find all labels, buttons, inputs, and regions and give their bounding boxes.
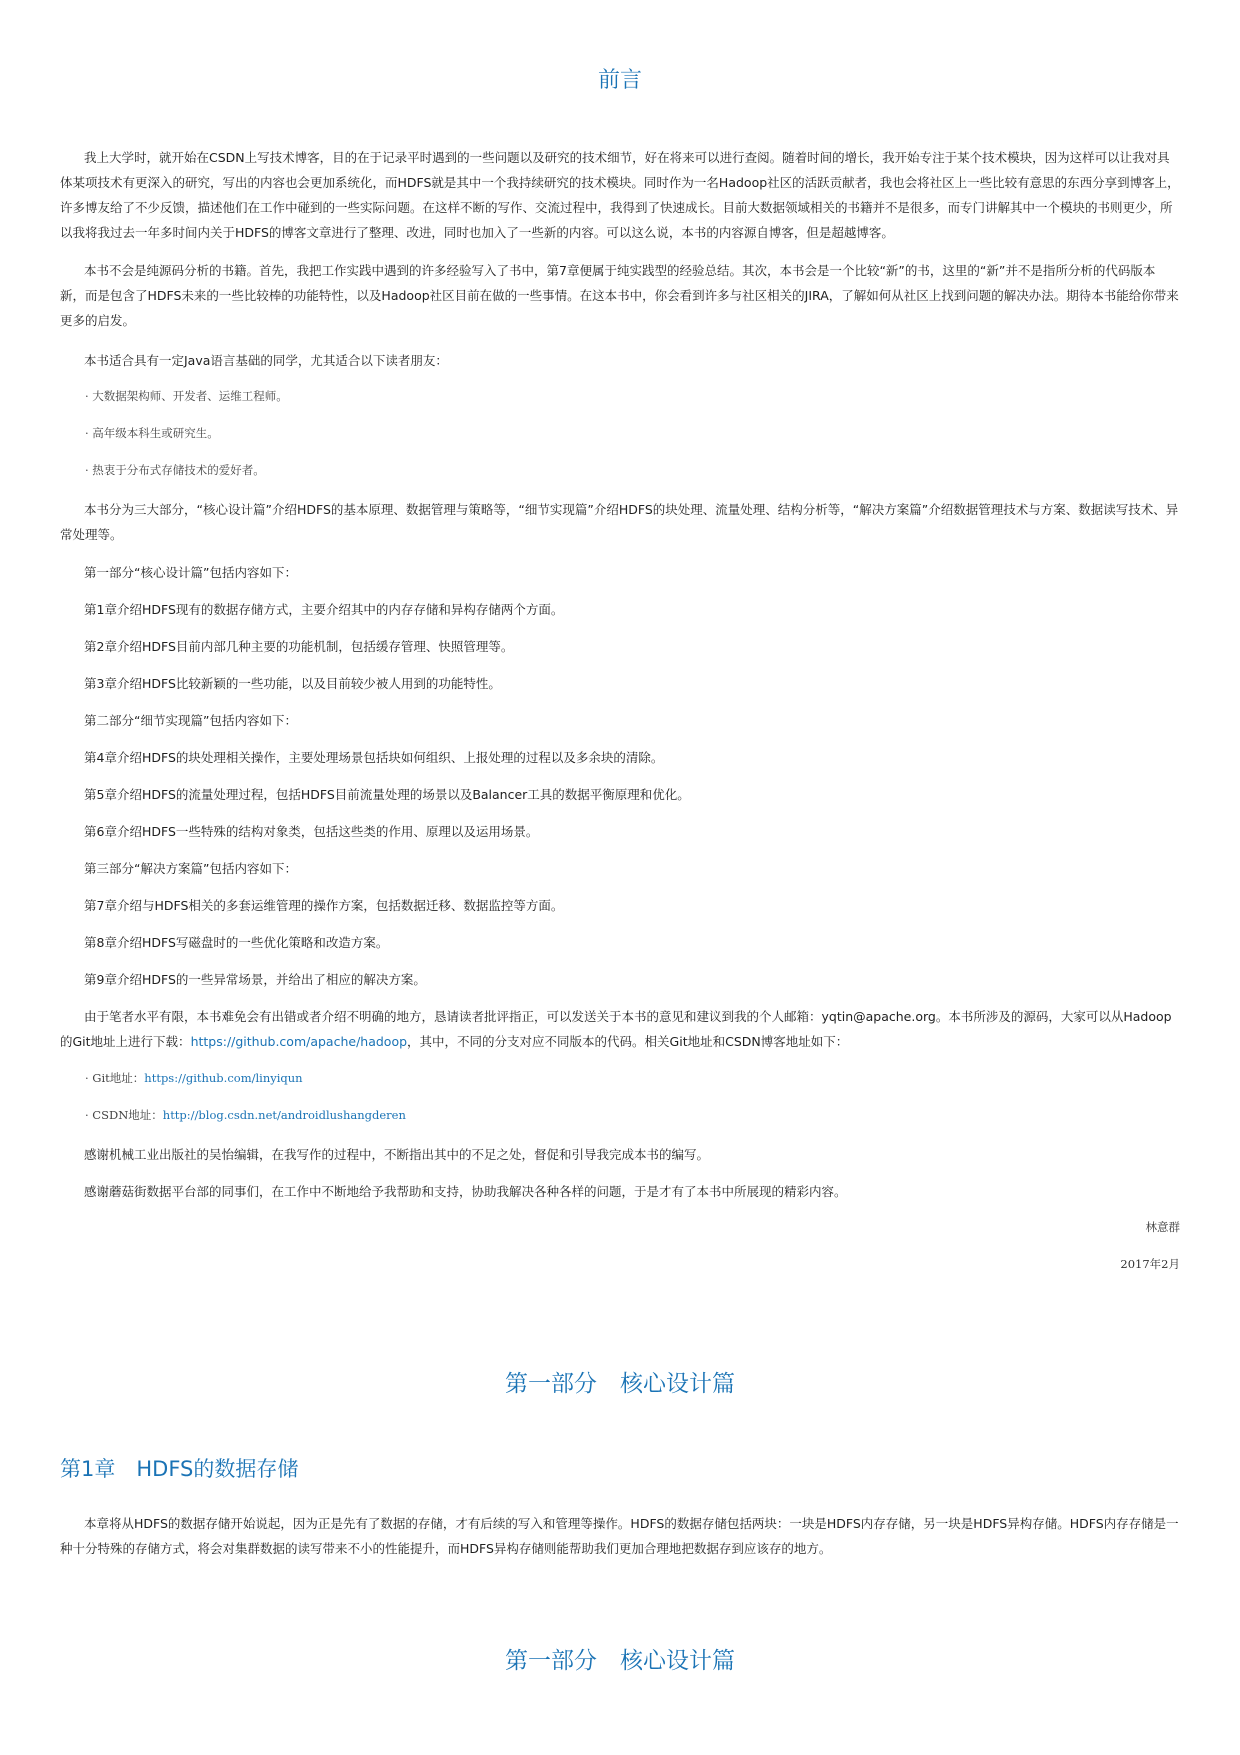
hadoop-git-link[interactable]: https://github.com/apache/hadoop — [190, 1034, 408, 1049]
audience-item-2: · 高年级本科生或研究生。 — [85, 426, 219, 440]
outline-line-9: 第三部分“解决方案篇”包括内容如下： — [84, 861, 297, 876]
outline-line-2: 第1章介绍HDFS现有的数据存储方式，主要介绍其中的内存存储和异构存储两个方面。 — [84, 602, 564, 617]
csdn-address-link[interactable]: http://blog.csdn.net/androidlushangderen — [162, 1108, 406, 1122]
preface-date: 2017年2月 — [1120, 1257, 1180, 1271]
p5-text-a: 由于笔者水平有限，本书难免会有出错或者介绍不明确的地方，恳请读者批评指正，可以发送关于本书的意见和建议到我的个人邮箱：yqtin@apache.org。本书所涉及的源码，大家可以从Hadoop的Git地址上进行下载： — [60, 1009, 1172, 1049]
outline-line-4: 第3章介绍HDFS比较新颖的一些功能，以及目前较少被人用到的功能特性。 — [84, 676, 501, 691]
git-address-link[interactable]: https://github.com/linyiqun — [144, 1071, 303, 1085]
author-signature: 林意群 — [1145, 1220, 1180, 1234]
git-address-label: · Git地址： — [85, 1071, 145, 1085]
preface-paragraph-2: 本书不会是纯源码分析的书籍。首先，我把工作实践中遇到的许多经验写入了书中，第7章便属于纯实践型的经验总结。其次，本书会是一个比较“新”的书，这里的“新”并不是指所分析的代码版本新，而是包含了HDFS未来的一些比较棒的功能特性，以及Hadoop社区目前在做的一些事情。在这本书中，你会看到许多与社区相关的JIRA，了解如何从社区上找到问题的解决办法。期待本书能给你带来更多的启发。 — [60, 263, 1179, 328]
outline-line-11: 第8章介绍HDFS写磁盘时的一些优化策略和改造方案。 — [84, 935, 389, 950]
preface-paragraph-4: 本书分为三大部分，“核心设计篇”介绍HDFS的基本原理、数据管理与策略等，“细节实现篇”介绍HDFS的块处理、流量处理、结构分析等，“解决方案篇”介绍数据管理技术与方案、数据读写技术、异常处理等。 — [60, 502, 1179, 542]
thanks-paragraph-2: 感谢蘑菇街数据平台部的同事们，在工作中不断地给予我帮助和支持，协助我解决各种各样的问题，于是才有了本书中所展现的精彩内容。 — [84, 1184, 847, 1199]
csdn-address-label: · CSDN地址： — [85, 1108, 163, 1122]
audience-item-1: · 大数据架构师、开发者、运维工程师。 — [85, 389, 288, 403]
outline-line-6: 第4章介绍HDFS的块处理相关操作，主要处理场景包括块如何组织、上报处理的过程以及多余块的清除。 — [84, 750, 664, 765]
outline-line-5: 第二部分“细节实现篇”包括内容如下： — [84, 713, 297, 728]
git-address-item — [85, 1068, 303, 1088]
preface-paragraph-3: 本书适合具有一定Java语言基础的同学，尤其适合以下读者朋友： — [84, 353, 448, 368]
outline-line-10: 第7章介绍与HDFS相关的多套运维管理的操作方案，包括数据迁移、数据监控等方面。 — [84, 898, 564, 913]
chapter1-title: 第1章 HDFS的数据存储 — [60, 1457, 299, 1481]
chapter1-intro: 本章将从HDFS的数据存储开始说起，因为正是先有了数据的存储，才有后续的写入和管理等操作。HDFS的数据存储包括两块：一块是HDFS内存存储，另一块是HDFS异构存储。HDFS内存存储是一种十分特殊的存储方式，将会对集群数据的读写带来不小的性能提升，而HDFS异构存储则能帮助我们更加合理地把数据存到应该存的地方。 — [60, 1516, 1179, 1556]
thanks-paragraph-1: 感谢机械工业出版社的吴怡编辑，在我写作的过程中，不断指出其中的不足之处，督促和引导我完成本书的编写。 — [84, 1147, 710, 1162]
outline-line-7: 第5章介绍HDFS的流量处理过程，包括HDFS目前流量处理的场景以及Balancer工具的数据平衡原理和优化。 — [84, 787, 690, 802]
outline-line-12: 第9章介绍HDFS的一些异常场景，并给出了相应的解决方案。 — [84, 972, 426, 987]
outline-line-1: 第一部分“核心设计篇”包括内容如下： — [84, 565, 297, 580]
csdn-address-item — [85, 1105, 406, 1125]
part1-title: 第一部分 核心设计篇 — [505, 1371, 735, 1397]
preface-paragraph-1: 我上大学时，就开始在CSDN上写技术博客，目的在于记录平时遇到的一些问题以及研究的技术细节，好在将来可以进行查阅。随着时间的增长，我开始专注于某个技术模块，因为这样可以让我对具体某项技术有更深入的研究，写出的内容也会更加系统化，而HDFS就是其中一个我持续研究的技术模块。同时作为一名Hadoop社区的活跃贡献者，我也会将社区上一些比较有意思的东西分享到博客上，许多博友给了不少反馈，描述他们在工作中碰到的一些实际问题。在这样不断的写作、交流过程中，我得到了快速成长。目前大数据领域相关的书籍并不是很多，而专门讲解其中一个模块的书则更少，所以我将我过去一年多时间内关于HDFS的博客文章进行了整理、改进，同时也加入了一些新的内容。可以这么说，本书的内容源自博客，但是超越博客。 — [60, 150, 1180, 240]
outline-line-3: 第2章介绍HDFS目前内部几种主要的功能机制，包括缓存管理、快照管理等。 — [84, 639, 514, 654]
preface-paragraph-5 — [60, 1004, 1180, 1054]
outline-line-8: 第6章介绍HDFS一些特殊的结构对象类，包括这些类的作用、原理以及运用场景。 — [84, 824, 539, 839]
audience-item-3: · 热衷于分布式存储技术的爱好者。 — [85, 463, 265, 477]
part1-title-repeat: 第一部分 核心设计篇 — [505, 1648, 735, 1674]
p5-text-b: ，其中，不同的分支对应不同版本的代码。相关Git地址和CSDN博客地址如下： — [407, 1034, 849, 1049]
preface-title: 前言 — [597, 68, 642, 93]
